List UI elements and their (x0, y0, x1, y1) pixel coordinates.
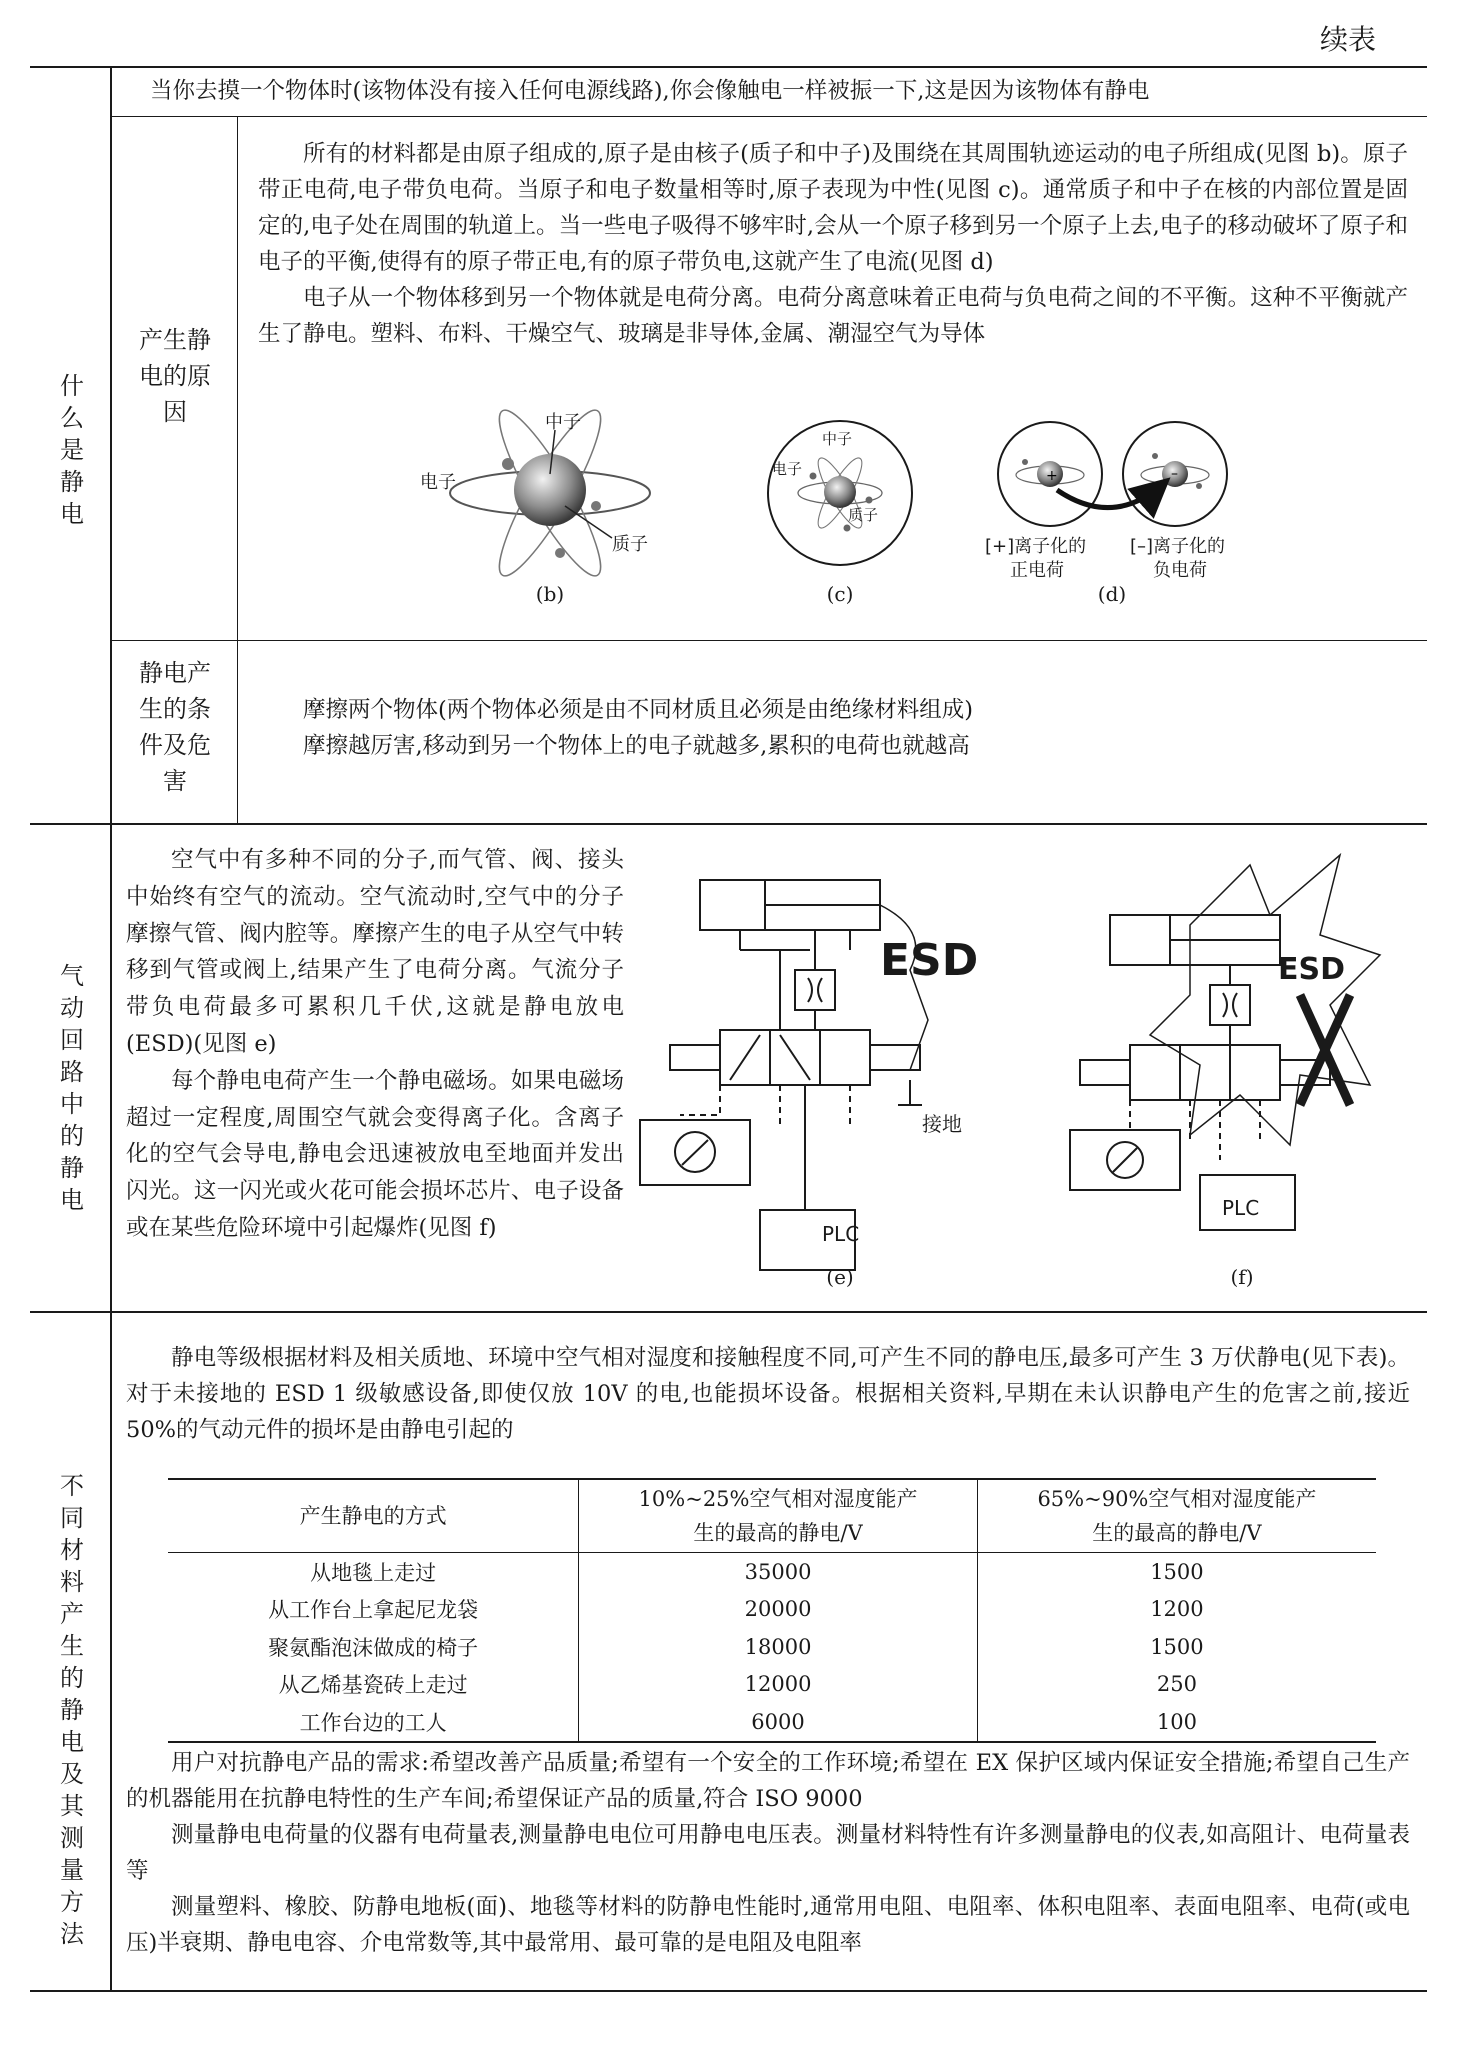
header-low-humidity: 10%~25%空气相对湿度能产 生的最高的静电/V (579, 1479, 978, 1553)
condition-text (258, 692, 1408, 764)
header-high-humidity: 65%~90%空气相对湿度能产 生的最高的静电/V (977, 1479, 1376, 1553)
measurement-paragraph: 测量静电电荷量的仪器有电荷量表,测量静电电位可用静电电压表。测量材料特性有许多测量静电的仪表,如高阻计、电荷量表等 (126, 1822, 1410, 1884)
fig-d-negative-line2: 负电荷 (1153, 560, 1207, 581)
fig-d-positive-line2: 正电荷 (1010, 560, 1064, 581)
section-label-what-is-static: 什 么 是 静 电 (60, 372, 84, 528)
cause-paragraph: 所有的材料都是由原子组成的,原子是由核子(质子和中子)及围绕在其周围轨迹运动的电子所组成(见图 b)。原子带正电荷,电子带负电荷。当原子和电子数量相等时,原子表现为中性(见图 c)。通常质子和中子在核的内部位置是固定的,电子处在周围的轨道上。当一些电子吸得不够牢时,会从一个原子移到另一个原子上去,电子的移动破坏了原子和电子的平衡,使得有的原子带正电,有的原子带负电,这就产生了电流(见图 d) (258, 141, 1408, 275)
section-divider (30, 1311, 1427, 1313)
fig-b-neutron-label: 中子 (545, 412, 581, 433)
sublabel-cause: 产生静 电的原 因 (139, 326, 211, 426)
section1-intro: 当你去摸一个物体时(该物体没有接入任何电源线路),你会像触电一样被振一下,这是因为该物体有静电 (150, 78, 1150, 104)
table-row: 从工作台上拿起尼龙袋 20000 1200 (168, 1591, 1376, 1629)
pneumatic-text (126, 842, 624, 1247)
table-row: 从地毯上走过 35000 1500 (168, 1553, 1376, 1591)
measurement-paragraph: 测量塑料、橡胶、防静电地板(面)、地毯等材料的防静电性能时,通常用电阻、电阻率、体积电阻率、表面电阻率、电荷(或电压)半衰期、静电电容、介电常数等,其中最常用、最可靠的是电阻及电阻率 (126, 1894, 1410, 1956)
table-row: 从乙烯基瓷砖上走过 12000 250 (168, 1666, 1376, 1704)
fig-f-plc-label: PLC (1222, 1196, 1260, 1220)
fig-f-caption: (f) (1230, 1265, 1254, 1289)
fig-e-plc-label: PLC (822, 1222, 860, 1246)
label-column-divider (110, 66, 112, 1991)
fig-b-electron-label: 电子 (420, 472, 456, 493)
fig-c-proton-label: 质子 (848, 506, 879, 524)
sublabel-column-divider (237, 117, 238, 824)
section-label-materials-measurement: 不 同 材 料 产 生 的 静 电 及 其 测 量 方 法 (60, 1472, 84, 1948)
fig-d-negative-line1: [–]离子化的 (1130, 536, 1226, 557)
header-method: 产生静电的方式 (168, 1479, 579, 1553)
cause-text (258, 136, 1408, 352)
continued-table-label: 续表 (1320, 23, 1377, 56)
pneumatic-paragraph: 每个静电电荷产生一个静电磁场。如果电磁场超过一定程度,周围空气就会变得离子化。含离子化的空气会导电,静电会迅速被放电至地面并发出闪光。这一闪光或火花可能会损坏芯片、电子设备或在某些危险环境中引起爆炸(见图 f) (126, 1067, 624, 1241)
materials-intro (126, 1340, 1410, 1448)
fig-d-positive-line1: [+]离子化的 (985, 536, 1087, 557)
measurement-paragraph: 用户对抗静电产品的需求:希望改善产品质量;希望有一个安全的工作环境;希望在 EX 保护区域内保证安全措施;希望自己生产的机器能用在抗静电特性的生产车间;希望保证产品的质量,符合 ISO 9000 (126, 1750, 1410, 1812)
table-row: 聚氨酯泡沫做成的椅子 18000 1500 (168, 1628, 1376, 1666)
table-row: 工作台边的工人 6000 100 (168, 1703, 1376, 1742)
table-top-border (30, 66, 1427, 68)
figure-d-ionized-atoms (995, 420, 1235, 530)
materials-intro-paragraph: 静电等级根据材料及相关质地、环境中空气相对湿度和接触程度不同,可产生不同的静电压,最多可产生 3 万伏静电(见下表)。对于未接地的 ESD 1 级敏感设备,即使仅放 10V 的电,也能损坏设备。根据相关资料,早期在未认识静电产生的危害之前,接近 50%的气动元件的损坏是由静电引起的 (126, 1345, 1410, 1443)
row-divider (110, 640, 1427, 641)
fig-b-caption: (b) (535, 582, 565, 606)
fig-d-caption: (d) (1097, 582, 1127, 606)
sublabel-condition: 静电产 生的条 件及危 害 (139, 659, 211, 795)
fig-b-proton-label: 质子 (612, 534, 648, 555)
plus-sign: + (1046, 468, 1058, 484)
figure-e-esd-circuit (660, 870, 990, 1280)
fig-e-caption: (e) (826, 1265, 854, 1289)
cause-paragraph: 电子从一个物体移到另一个物体就是电荷分离。电荷分离意味着正电荷与负电荷之间的不平衡。这种不平衡就产生了静电。塑料、布料、干燥空气、玻璃是非导体,金属、潮湿空气为导体 (258, 285, 1408, 347)
table-header-row (168, 1479, 1376, 1553)
minus-sign: – (1171, 466, 1178, 482)
row-divider (110, 116, 1427, 117)
section-label-pneumatic-static: 气 动 回 路 中 的 静 电 (60, 962, 84, 1214)
pneumatic-paragraph: 空气中有多种不同的分子,而气管、阀、接头中始终有空气的流动。空气流动时,空气中的分子摩擦气管、阀内腔等。摩擦产生的电子从空气中转移到气管或阀上,结果产生了电荷分离。气流分子带负电荷最多可累积几千伏,这就是静电放电(ESD)(见图 e) (126, 847, 624, 1057)
static-voltage-table (168, 1478, 1376, 1743)
fig-c-caption: (c) (826, 582, 854, 606)
section-divider (30, 823, 1427, 825)
fig-e-esd-label: ESD (880, 935, 979, 986)
fig-f-esd-label: ESD (1278, 952, 1346, 987)
condition-line: 摩擦越厉害,移动到另一个物体上的电子就越多,累积的电荷也就越高 (303, 733, 970, 759)
table-bottom-border (30, 1990, 1427, 1992)
fig-c-electron-label: 电子 (772, 460, 803, 478)
measurement-text (126, 1745, 1410, 1961)
condition-line: 摩擦两个物体(两个物体必须是由不同材质且必须是由绝缘材料组成) (303, 697, 974, 723)
fig-e-ground-label: 接地 (922, 1112, 962, 1136)
fig-c-neutron-label: 中子 (822, 430, 853, 448)
